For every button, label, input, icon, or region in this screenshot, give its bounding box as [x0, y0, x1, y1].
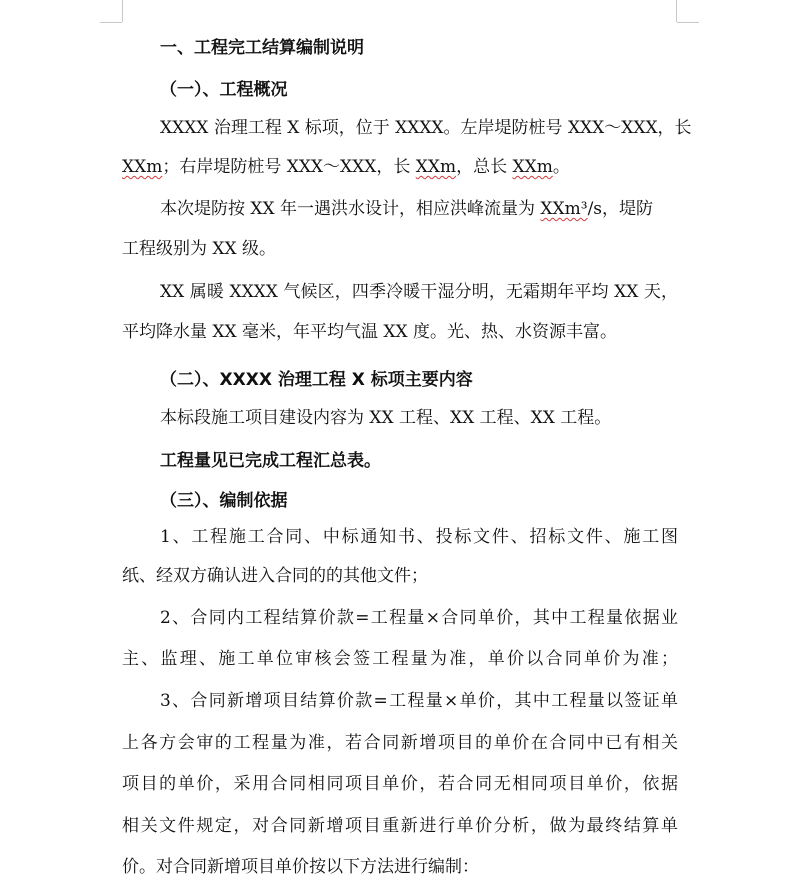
paragraph-2-line-1-c: /s，堤防: [587, 199, 654, 219]
spell-flag-3: XXm: [512, 157, 553, 177]
section-1-title: [160, 78, 716, 102]
paragraph-2-line-1: [160, 197, 678, 221]
crop-mark-top-right: [676, 0, 677, 22]
item-3-line-3: 项目的单价，采用合同相同项目单价，若合同无相同项目单价，依据: [122, 774, 678, 794]
item-3-line-5: 价。对合同新增项目单价按以下方法进行编制：: [122, 857, 479, 877]
section-3-title: [160, 489, 716, 513]
item-2-line-1: 2、合同内工程结算价款=工程量×合同单价，其中工程量依据业: [160, 608, 678, 628]
paragraph-1-line-2-d: ，总长: [456, 157, 513, 177]
section-3-title-text: （三）、编制依据: [160, 491, 288, 511]
item-3-line-1: 3、合同新增项目结算价款=工程量×单价，其中工程量以签证单: [160, 691, 678, 711]
section-1-title-text: （一）、工程概况: [160, 80, 288, 100]
spell-flag-1: XXm: [122, 157, 163, 177]
crop-mark-top-right-h: [677, 22, 699, 23]
item-1-line-2: 纸、经双方确认进入合同的的其他文件；: [122, 566, 428, 586]
paragraph-1-line-1: XXXX 治理工程 X 标项，位于 XXXX。左岸堤防桩号 XXX～XXX，长: [160, 118, 692, 138]
section-2-title: [160, 368, 716, 392]
paragraph-1-line-2: [122, 155, 678, 179]
spell-flag-4: XXm³: [540, 199, 588, 219]
item-1-line-1: 1、工程施工合同、中标通知书、投标文件、招标文件、施工图: [160, 527, 678, 547]
crop-mark-top-left: [122, 0, 123, 22]
item-2-line-2: 主、监理、施工单位审核会签工程量为准，单价以合同单价为准；: [122, 649, 678, 669]
spell-flag-2: XXm: [415, 157, 457, 177]
heading-1: 一、工程完工结算编制说明: [160, 38, 364, 58]
item-3-line-4: 相关文件规定，对合同新增项目重新进行单价分析，做为最终结算单: [122, 816, 678, 836]
paragraph-5: 工程量见已完成工程汇总表。: [160, 451, 381, 471]
paragraph-2-line-1-a: 本次堤防按 XX 年一遇洪水设计，相应洪峰流量为: [160, 199, 541, 219]
paragraph-4: 本标段施工项目建设内容为 XX 工程、XX 工程、XX 工程。: [160, 408, 612, 428]
paragraph-1-line-2-f: 。: [552, 157, 570, 177]
paragraph-1-line-2-b: ；右岸堤防桩号 XXX～XXX，长: [162, 157, 416, 177]
paragraph-2-line-2: 工程级别为 XX 级。: [122, 239, 277, 259]
item-3-line-2: 上各方会审的工程量为准，若合同新增项目的单价在合同中已有相关: [122, 733, 678, 753]
paragraph-3-line-2: 平均降水量 XX 毫米，年平均气温 XX 度。光、热、水资源丰富。: [122, 322, 618, 342]
paragraph-3-line-1: XX 属暖 XXXX 气候区，四季冷暖干湿分明，无霜期年平均 XX 天，: [160, 282, 678, 302]
crop-mark-top-left-h: [100, 22, 122, 23]
section-2-title-text: （二）、XXXX 治理工程 X 标项主要内容: [160, 370, 473, 390]
